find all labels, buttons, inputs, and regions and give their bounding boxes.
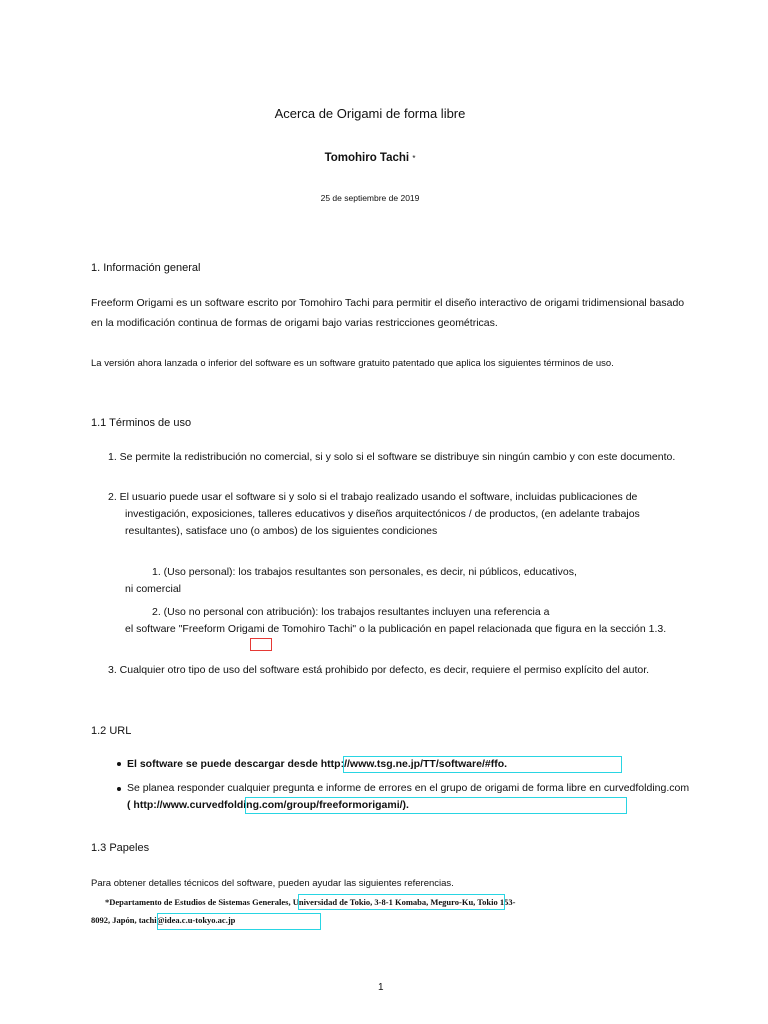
author-name xyxy=(0,152,740,164)
terms-item-2-line-3: resultantes), satisface uno (o ambos) de los siguientes condiciones xyxy=(125,525,438,537)
author-name-text: Tomohiro Tachi xyxy=(324,152,410,164)
email-link[interactable] xyxy=(157,913,321,930)
document-title: Acerca de Origami de forma libre xyxy=(274,106,466,121)
papers-paragraph: Para obtener detalles técnicos del software, pueden ayudar las siguientes referencias. xyxy=(91,878,454,889)
section-1-1-heading: 1.1 Términos de uso xyxy=(91,417,192,429)
page-number: 1 xyxy=(378,982,384,993)
support-text-line-1: Se planea responder cualquier pregunta e informe de errores en el grupo de origami de forma libre en curvedfolding.com xyxy=(127,782,690,794)
footnote-affiliation-box xyxy=(298,894,505,910)
license-paragraph: La versión ahora lanzada o inferior del software es un software gratuito patentado que aplica los siguientes términos de uso. xyxy=(91,358,614,369)
terms-item-3: 3. Cualquier otro tipo de uso del software está prohibido por defecto, es decir, requiere el permiso explícito del autor. xyxy=(108,664,650,676)
footnote-line-2: 8092, Japón, tachi@idea.c.u-tokyo.ac.jp xyxy=(91,915,236,925)
terms-subitem-1-line-2: ni comercial xyxy=(125,583,182,595)
url-bullet-2 xyxy=(117,787,121,791)
curvedfolding-link[interactable] xyxy=(245,797,627,814)
footnote-line-1: *Departamento de Estudios de Sistemas Generales, Universidad de Tokio, 3-8-1 Komaba, Meguro-Ku, Tokio 153- xyxy=(105,897,516,907)
author-footnote-mark: * xyxy=(412,154,416,163)
overview-paragraph-line-1: Freeform Origami es un software escrito por Tomohiro Tachi para permitir el diseño interactivo de origami tridimensional basado xyxy=(91,297,685,309)
terms-subitem-1-line-1: 1. (Uso personal): los trabajos resultantes son personales, es decir, ni públicos, educativos, xyxy=(152,566,577,578)
section-1-3-heading: 1.3 Papeles xyxy=(91,842,150,854)
terms-item-2-line-1: 2. El usuario puede usar el software si y solo si el trabajo realizado usando el software, incluidas publicaciones de xyxy=(108,491,638,503)
annotation-box xyxy=(250,638,272,651)
terms-item-2-line-2: investigación, exposiciones, talleres educativos y diseños arquitectónicos / de productos, (en adelante trabajos xyxy=(125,508,640,520)
support-text-line-2: ( http://www.curvedfolding.com/group/freeformorigami/). xyxy=(127,799,409,811)
terms-subitem-2-line-2: el software "Freeform Origami de Tomohiro Tachi" o la publicación en papel relacionada que figura en la sección 1.3. xyxy=(125,623,667,635)
terms-subitem-2-line-1: 2. (Uso no personal con atribución): los trabajos resultantes incluyen una referencia a xyxy=(152,606,550,618)
document-date: 25 de septiembre de 2019 xyxy=(320,193,420,203)
section-1-heading: 1. Información general xyxy=(91,262,201,274)
overview-paragraph-line-2: en la modificación continua de formas de origami bajo varias restricciones geométricas. xyxy=(91,317,498,329)
url-bullet-1 xyxy=(117,762,121,766)
download-url-text: El software se puede descargar desde http://www.tsg.ne.jp/TT/software/#ffo. xyxy=(127,758,508,770)
download-link[interactable] xyxy=(343,756,622,773)
terms-item-1: 1. Se permite la redistribución no comercial, si y solo si el software se distribuye sin ningún cambio y con este documento. xyxy=(108,451,676,463)
section-1-2-heading: 1.2 URL xyxy=(91,725,132,737)
